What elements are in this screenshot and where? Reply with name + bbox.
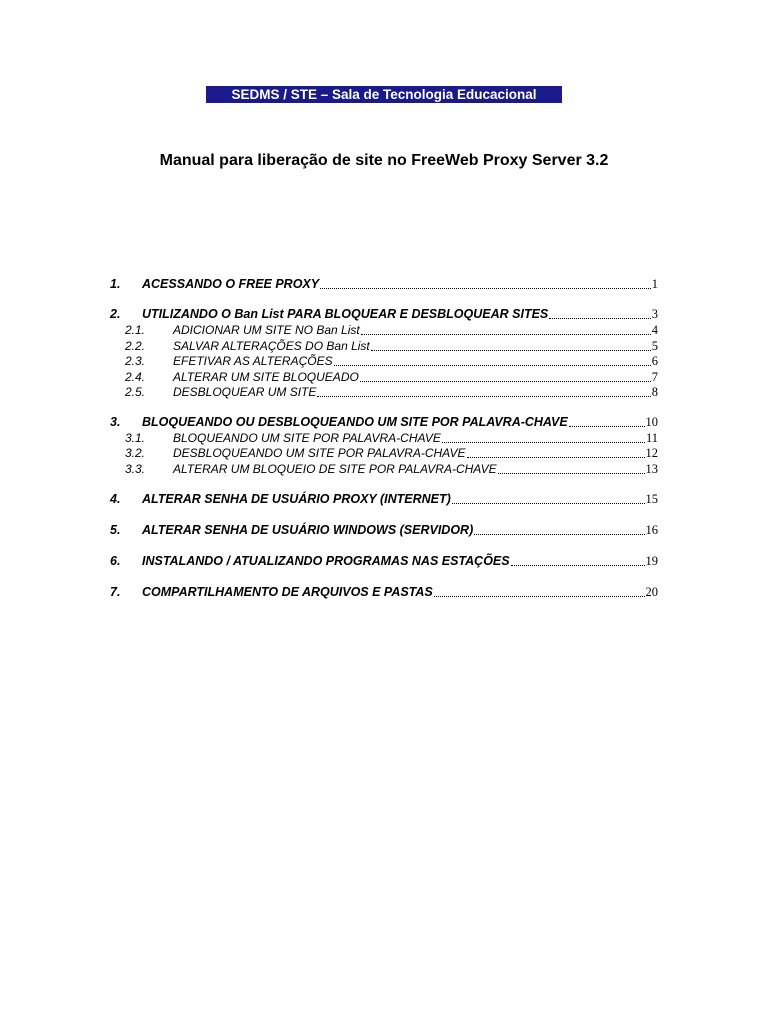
toc-label: ALTERAR SENHA DE USUÁRIO PROXY (INTERNET)	[142, 492, 451, 506]
dot-leader	[442, 432, 645, 443]
toc-entry-4[interactable]	[110, 491, 658, 507]
toc-number: 3.2.	[125, 446, 146, 460]
dot-leader	[360, 371, 651, 382]
dot-leader	[334, 355, 651, 366]
toc-number: 2.4.	[125, 370, 146, 384]
toc-entry-2-3[interactable]	[125, 353, 658, 369]
toc-entry-5[interactable]	[110, 522, 658, 538]
toc-page: 19	[645, 554, 658, 568]
toc-page: 4	[651, 323, 658, 337]
toc-entry-3-1[interactable]	[125, 430, 658, 446]
toc-label: EFETIVAR AS ALTERAÇÕES	[173, 354, 333, 368]
toc-number: 2.3.	[125, 354, 146, 368]
toc-entry-2-2[interactable]	[125, 338, 658, 354]
toc-page: 11	[645, 431, 658, 445]
toc-page: 20	[645, 585, 658, 599]
toc-label: INSTALANDO / ATUALIZANDO PROGRAMAS NAS ESTAÇÕES	[142, 554, 510, 568]
document-title: Manual para liberação de site no FreeWeb Proxy Server 3.2	[159, 152, 609, 169]
dot-leader	[474, 524, 644, 535]
toc-label: SALVAR ALTERAÇÕES DO Ban List	[173, 339, 370, 353]
toc-number: 2.1.	[125, 323, 146, 337]
toc-number: 6.	[110, 554, 121, 568]
dot-leader	[467, 447, 645, 458]
toc-page: 3	[651, 307, 658, 321]
header-banner: SEDMS / STE – Sala de Tecnologia Educacional	[206, 86, 562, 103]
toc-number: 7.	[110, 585, 121, 599]
dot-leader	[569, 416, 645, 427]
toc-label: UTILIZANDO O Ban List PARA BLOQUEAR E DESBLOQUEAR SITES	[142, 307, 549, 321]
toc-entry-7[interactable]	[110, 584, 658, 600]
toc-number: 4.	[110, 492, 121, 506]
toc-page: 7	[651, 370, 658, 384]
dot-leader	[511, 555, 645, 566]
toc-number: 2.	[110, 307, 121, 321]
toc-entry-2-5[interactable]	[125, 384, 658, 400]
toc-entry-3-2[interactable]	[125, 445, 658, 461]
toc-number: 3.1.	[125, 431, 146, 445]
dot-leader	[371, 340, 651, 351]
dot-leader	[434, 586, 645, 597]
toc-label: BLOQUEANDO OU DESBLOQUEANDO UM SITE POR PALAVRA-CHAVE	[142, 415, 568, 429]
dot-leader	[320, 278, 651, 289]
toc-number: 3.	[110, 415, 121, 429]
dot-leader	[317, 386, 650, 397]
toc-label: DESBLOQUEAR UM SITE	[173, 385, 317, 399]
toc-page: 1	[651, 277, 658, 291]
toc-number: 5.	[110, 523, 121, 537]
toc-page: 13	[645, 462, 658, 476]
toc-label: ALTERAR SENHA DE USUÁRIO WINDOWS (SERVIDOR)	[142, 523, 474, 537]
toc-entry-2[interactable]	[110, 306, 658, 322]
toc-label: ALTERAR UM SITE BLOQUEADO	[173, 370, 359, 384]
toc-entry-1[interactable]	[110, 276, 658, 292]
toc-entry-3[interactable]	[110, 414, 658, 430]
toc-entry-3-3[interactable]	[125, 461, 658, 477]
dot-leader	[549, 308, 650, 319]
toc-entry-2-1[interactable]	[125, 322, 658, 338]
toc-label: ADICIONAR UM SITE NO Ban List	[173, 323, 360, 337]
toc-entry-6[interactable]	[110, 553, 658, 569]
toc-number: 2.5.	[125, 385, 146, 399]
toc-label: ACESSANDO O FREE PROXY	[142, 277, 320, 291]
toc-label: BLOQUEANDO UM SITE POR PALAVRA-CHAVE	[173, 431, 441, 445]
toc-page: 15	[645, 492, 658, 506]
toc-label: DESBLOQUEANDO UM SITE POR PALAVRA-CHAVE	[173, 446, 466, 460]
toc-page: 6	[651, 354, 658, 368]
toc-entry-2-4[interactable]	[125, 369, 658, 385]
toc-number: 2.2.	[125, 339, 146, 353]
dot-leader	[361, 324, 651, 335]
toc-label: ALTERAR UM BLOQUEIO DE SITE POR PALAVRA-CHAVE	[173, 462, 497, 476]
toc-page: 5	[651, 339, 658, 353]
toc-number: 1.	[110, 277, 121, 291]
toc-number: 3.3.	[125, 462, 146, 476]
toc-page: 16	[645, 523, 658, 537]
dot-leader	[498, 463, 645, 474]
toc-label: COMPARTILHAMENTO DE ARQUIVOS E PASTAS	[142, 585, 433, 599]
dot-leader	[452, 493, 645, 504]
toc-page: 8	[651, 385, 658, 399]
toc-page: 12	[645, 446, 658, 460]
toc-page: 10	[645, 415, 658, 429]
